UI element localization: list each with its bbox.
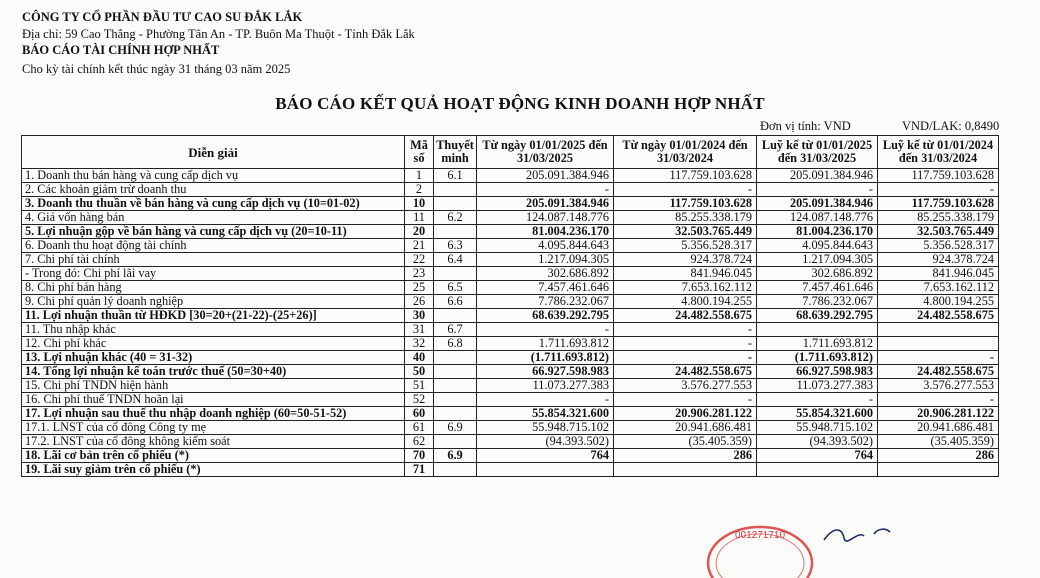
- row-ytd-2025: 7.457.461.646: [757, 281, 878, 295]
- col-header-ytd-2024: Luỹ kế từ 01/01/2024 đến 31/03/2024: [878, 136, 999, 169]
- row-ytd-2025: 302.686.892: [757, 267, 878, 281]
- row-code: 30: [405, 309, 434, 323]
- row-q1-2025: 1.711.693.812: [477, 337, 614, 351]
- row-ytd-2024: (35.405.359): [878, 435, 999, 449]
- table-body: [22, 169, 999, 477]
- exchange-rate: VND/LAK: 0,8490: [902, 119, 1000, 133]
- row-q1-2024: 4.800.194.255: [614, 295, 757, 309]
- row-note: 6.9: [434, 421, 477, 435]
- currency-unit: Đơn vị tính: VND: [760, 119, 851, 133]
- row-desc: 4. Giá vốn hàng bán: [22, 211, 405, 225]
- row-desc: 17. Lợi nhuận sau thuế thu nhập doanh nghiệp (60=50-51-52): [22, 407, 405, 421]
- row-note: 6.3: [434, 239, 477, 253]
- row-ytd-2024: 20.906.281.122: [878, 407, 999, 421]
- row-note: [434, 463, 477, 477]
- row-q1-2024: 286: [614, 449, 757, 463]
- row-q1-2024: 20.941.686.481: [614, 421, 757, 435]
- row-ytd-2024: 924.378.724: [878, 253, 999, 267]
- row-q1-2024: 841.946.045: [614, 267, 757, 281]
- table-row: [22, 295, 999, 309]
- row-desc: 1. Doanh thu bán hàng và cung cấp dịch vụ: [22, 169, 405, 183]
- row-q1-2025: 7.457.461.646: [477, 281, 614, 295]
- row-desc: 17.2. LNST của cổ đông không kiểm soát: [22, 435, 405, 449]
- row-q1-2025: [477, 463, 614, 477]
- row-q1-2024: 924.378.724: [614, 253, 757, 267]
- table-row: [22, 435, 999, 449]
- row-ytd-2025: -: [757, 183, 878, 197]
- signature: [820, 524, 900, 544]
- row-ytd-2024: -: [878, 183, 999, 197]
- table-row: [22, 211, 999, 225]
- row-ytd-2025: (94.393.502): [757, 435, 878, 449]
- row-ytd-2025: 205.091.384.946: [757, 169, 878, 183]
- row-code: 21: [405, 239, 434, 253]
- row-q1-2025: 81.004.236.170: [477, 225, 614, 239]
- row-q1-2025: 68.639.292.795: [477, 309, 614, 323]
- row-ytd-2025: 55.948.715.102: [757, 421, 878, 435]
- row-ytd-2025: 205.091.384.946: [757, 197, 878, 211]
- row-ytd-2025: (1.711.693.812): [757, 351, 878, 365]
- row-code: 11: [405, 211, 434, 225]
- row-ytd-2025: 11.073.277.383: [757, 379, 878, 393]
- row-q1-2025: 124.087.148.776: [477, 211, 614, 225]
- row-q1-2025: 302.686.892: [477, 267, 614, 281]
- row-code: 1: [405, 169, 434, 183]
- row-code: 62: [405, 435, 434, 449]
- row-ytd-2024: -: [878, 393, 999, 407]
- row-ytd-2025: 68.639.292.795: [757, 309, 878, 323]
- row-note: 6.2: [434, 211, 477, 225]
- row-code: 22: [405, 253, 434, 267]
- row-q1-2024: 85.255.338.179: [614, 211, 757, 225]
- table-row: [22, 183, 999, 197]
- row-q1-2025: 7.786.232.067: [477, 295, 614, 309]
- row-q1-2024: (35.405.359): [614, 435, 757, 449]
- row-q1-2025: 55.854.321.600: [477, 407, 614, 421]
- row-q1-2025: -: [477, 323, 614, 337]
- row-desc: 16. Chi phí thuế TNDN hoãn lại: [22, 393, 405, 407]
- row-ytd-2024: [878, 337, 999, 351]
- row-q1-2025: (94.393.502): [477, 435, 614, 449]
- table-row: [22, 379, 999, 393]
- row-ytd-2024: [878, 463, 999, 477]
- row-note: 6.4: [434, 253, 477, 267]
- row-desc: 12. Chi phí khác: [22, 337, 405, 351]
- row-desc: 11. Thu nhập khác: [22, 323, 405, 337]
- col-header-ytd-2025: Luỹ kế từ 01/01/2025 đến 31/03/2025: [757, 136, 878, 169]
- col-header-q1-2025: Từ ngày 01/01/2025 đến 31/03/2025: [477, 136, 614, 169]
- company-name: CÔNG TY CỔ PHẦN ĐẦU TƯ CAO SU ĐẮK LẮK: [22, 10, 303, 24]
- row-q1-2025: 11.073.277.383: [477, 379, 614, 393]
- table-row: [22, 169, 999, 183]
- row-q1-2024: -: [614, 337, 757, 351]
- row-note: 6.6: [434, 295, 477, 309]
- row-note: [434, 225, 477, 239]
- row-ytd-2024: 24.482.558.675: [878, 309, 999, 323]
- row-ytd-2024: 286: [878, 449, 999, 463]
- row-code: 25: [405, 281, 434, 295]
- row-ytd-2025: 4.095.844.643: [757, 239, 878, 253]
- table-row: [22, 309, 999, 323]
- table-row: [22, 463, 999, 477]
- row-q1-2025: (1.711.693.812): [477, 351, 614, 365]
- row-desc: 11. Lợi nhuận thuần từ HĐKD [30=20+(21-22)-(25+26)]: [22, 309, 405, 323]
- col-header-q1-2024: Từ ngày 01/01/2024 đến 31/03/2024: [614, 136, 757, 169]
- row-note: [434, 379, 477, 393]
- row-ytd-2024: 117.759.103.628: [878, 169, 999, 183]
- row-desc: 5. Lợi nhuận gộp về bán hàng và cung cấp dịch vụ (20=10-11): [22, 225, 405, 239]
- row-code: 32: [405, 337, 434, 351]
- row-code: 2: [405, 183, 434, 197]
- row-desc: 9. Chi phí quản lý doanh nghiệp: [22, 295, 405, 309]
- row-note: 6.1: [434, 169, 477, 183]
- row-desc: 15. Chi phí TNDN hiện hành: [22, 379, 405, 393]
- table-row: [22, 225, 999, 239]
- row-q1-2024: -: [614, 351, 757, 365]
- row-q1-2025: 66.927.598.983: [477, 365, 614, 379]
- row-q1-2024: 32.503.765.449: [614, 225, 757, 239]
- table-row: [22, 449, 999, 463]
- row-ytd-2024: -: [878, 351, 999, 365]
- row-ytd-2025: 764: [757, 449, 878, 463]
- row-code: 51: [405, 379, 434, 393]
- table-row: [22, 407, 999, 421]
- row-q1-2025: 764: [477, 449, 614, 463]
- row-code: 20: [405, 225, 434, 239]
- row-note: [434, 407, 477, 421]
- row-desc: 14. Tổng lợi nhuận kế toán trước thuế (50=30+40): [22, 365, 405, 379]
- row-code: 23: [405, 267, 434, 281]
- row-desc: 6. Doanh thu hoạt động tài chính: [22, 239, 405, 253]
- row-q1-2024: 24.482.558.675: [614, 365, 757, 379]
- row-q1-2024: 7.653.162.112: [614, 281, 757, 295]
- row-desc: 8. Chi phí bán hàng: [22, 281, 405, 295]
- table-row: [22, 337, 999, 351]
- row-q1-2025: -: [477, 393, 614, 407]
- row-ytd-2024: 4.800.194.255: [878, 295, 999, 309]
- row-ytd-2025: 124.087.148.776: [757, 211, 878, 225]
- table-row: [22, 351, 999, 365]
- table-row: [22, 197, 999, 211]
- row-q1-2025: 205.091.384.946: [477, 197, 614, 211]
- row-ytd-2024: 117.759.103.628: [878, 197, 999, 211]
- row-ytd-2024: 841.946.045: [878, 267, 999, 281]
- col-header-code: Mã số: [405, 136, 434, 169]
- row-code: 40: [405, 351, 434, 365]
- row-q1-2025: -: [477, 183, 614, 197]
- row-ytd-2025: -: [757, 393, 878, 407]
- row-q1-2025: 1.217.094.305: [477, 253, 614, 267]
- row-ytd-2025: [757, 323, 878, 337]
- row-note: [434, 309, 477, 323]
- row-code: 10: [405, 197, 434, 211]
- row-ytd-2024: 7.653.162.112: [878, 281, 999, 295]
- row-code: 61: [405, 421, 434, 435]
- table-row: [22, 253, 999, 267]
- col-header-note: Thuyết minh: [434, 136, 477, 169]
- row-note: [434, 365, 477, 379]
- row-ytd-2024: 32.503.765.449: [878, 225, 999, 239]
- col-header-desc: Diễn giải: [22, 136, 405, 169]
- row-q1-2025: 55.948.715.102: [477, 421, 614, 435]
- row-q1-2024: 24.482.558.675: [614, 309, 757, 323]
- row-q1-2024: -: [614, 183, 757, 197]
- row-code: 70: [405, 449, 434, 463]
- row-desc: 7. Chi phí tài chính: [22, 253, 405, 267]
- income-statement-table: [21, 135, 999, 477]
- table-row: [22, 421, 999, 435]
- report-title: BÁO CÁO KẾT QUẢ HOẠT ĐỘNG KINH DOANH HỢP NHẤT: [275, 94, 765, 113]
- row-q1-2024: -: [614, 323, 757, 337]
- seal-number: 001271710: [734, 530, 786, 541]
- row-desc: 13. Lợi nhuận khác (40 = 31-32): [22, 351, 405, 365]
- row-desc: 18. Lãi cơ bản trên cổ phiếu (*): [22, 449, 405, 463]
- row-ytd-2025: [757, 463, 878, 477]
- row-note: 6.7: [434, 323, 477, 337]
- row-note: [434, 267, 477, 281]
- table-row: [22, 393, 999, 407]
- company-address: Địa chỉ: 59 Cao Thắng - Phường Tân An - TP. Buôn Ma Thuột - Tỉnh Đắk Lắk: [22, 27, 415, 41]
- row-code: 26: [405, 295, 434, 309]
- row-ytd-2025: 7.786.232.067: [757, 295, 878, 309]
- row-q1-2024: [614, 463, 757, 477]
- report-type: BÁO CÁO TÀI CHÍNH HỢP NHẤT: [22, 43, 220, 57]
- row-ytd-2025: 81.004.236.170: [757, 225, 878, 239]
- row-note: [434, 435, 477, 449]
- row-q1-2024: 3.576.277.553: [614, 379, 757, 393]
- row-ytd-2024: 24.482.558.675: [878, 365, 999, 379]
- row-desc: 3. Doanh thu thuần về bán hàng và cung cấp dịch vụ (10=01-02): [22, 197, 405, 211]
- table-row: [22, 267, 999, 281]
- table-row: [22, 281, 999, 295]
- table-header-row: [22, 136, 999, 169]
- row-ytd-2024: 20.941.686.481: [878, 421, 999, 435]
- row-ytd-2024: 3.576.277.553: [878, 379, 999, 393]
- row-ytd-2025: 55.854.321.600: [757, 407, 878, 421]
- row-code: 52: [405, 393, 434, 407]
- row-code: 60: [405, 407, 434, 421]
- table-row: [22, 365, 999, 379]
- table-row: [22, 323, 999, 337]
- row-code: 31: [405, 323, 434, 337]
- row-q1-2025: 4.095.844.643: [477, 239, 614, 253]
- row-ytd-2024: 85.255.338.179: [878, 211, 999, 225]
- row-note: [434, 183, 477, 197]
- row-q1-2024: 117.759.103.628: [614, 169, 757, 183]
- company-seal: [700, 518, 820, 578]
- row-ytd-2025: 1.217.094.305: [757, 253, 878, 267]
- row-ytd-2025: 66.927.598.983: [757, 365, 878, 379]
- row-ytd-2024: 5.356.528.317: [878, 239, 999, 253]
- row-q1-2024: 5.356.528.317: [614, 239, 757, 253]
- row-note: [434, 351, 477, 365]
- row-desc: - Trong đó: Chi phí lãi vay: [22, 267, 405, 281]
- row-code: 71: [405, 463, 434, 477]
- row-note: [434, 393, 477, 407]
- row-note: 6.9: [434, 449, 477, 463]
- row-note: 6.8: [434, 337, 477, 351]
- row-q1-2024: 117.759.103.628: [614, 197, 757, 211]
- row-desc: 17.1. LNST của cổ đông Công ty mẹ: [22, 421, 405, 435]
- row-note: [434, 197, 477, 211]
- report-period: Cho kỳ tài chính kết thúc ngày 31 tháng 03 năm 2025: [22, 62, 291, 76]
- row-ytd-2024: [878, 323, 999, 337]
- row-q1-2025: 205.091.384.946: [477, 169, 614, 183]
- row-q1-2024: 20.906.281.122: [614, 407, 757, 421]
- row-code: 50: [405, 365, 434, 379]
- row-desc: 2. Các khoản giảm trừ doanh thu: [22, 183, 405, 197]
- row-note: 6.5: [434, 281, 477, 295]
- row-ytd-2025: 1.711.693.812: [757, 337, 878, 351]
- row-desc: 19. Lãi suy giảm trên cổ phiếu (*): [22, 463, 405, 477]
- table-row: [22, 239, 999, 253]
- row-q1-2024: -: [614, 393, 757, 407]
